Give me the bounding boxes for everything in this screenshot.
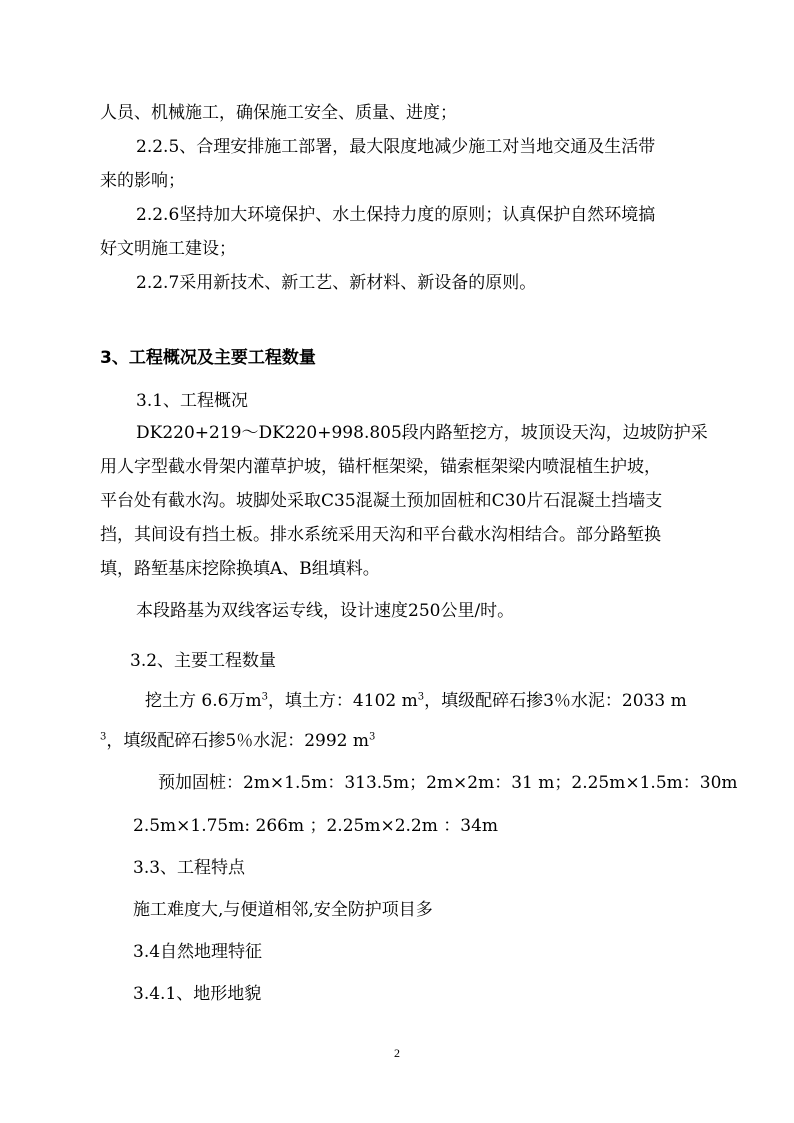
paragraph-line: 用人字型截水骨架内灌草护坡，锚杆框架梁，锚索框架梁内喷混植生护坡， bbox=[100, 457, 661, 477]
piles-line: 2.5m×1.75m: 266m ；2.25m×2.2m ：34m bbox=[133, 816, 499, 836]
paragraph-line: 本段路基为双线客运专线，设计速度250公里/时。 bbox=[136, 601, 515, 621]
paragraph-line: 2.2.7采用新技术、新工艺、新材料、新设备的原则。 bbox=[136, 273, 537, 293]
paragraph-line: DK220+219～DK220+998.805段内路堑挖方，坡顶设天沟，边坡防护采 bbox=[136, 423, 708, 443]
paragraph-line: 人员、机械施工，确保施工安全、质量、进度； bbox=[100, 103, 457, 123]
section-3-3-heading: 3.3、工程特点 bbox=[133, 858, 246, 878]
fill-text: ，填土方：4102 m bbox=[267, 691, 418, 711]
quantities-line bbox=[145, 690, 687, 712]
section-3-4-1-heading: 3.4.1、地形地貌 bbox=[133, 984, 262, 1004]
superscript-3: 3 bbox=[417, 691, 425, 703]
excavation-text: 挖土方 6.6万m bbox=[145, 691, 262, 711]
paragraph-line: 挡，其间设有挡土板。排水系统采用天沟和平台截水沟相结合。部分路堑换 bbox=[100, 525, 661, 545]
paragraph-line: 2.2.6坚持加大环境保护、水土保持力度的原则；认真保护自然环境搞 bbox=[136, 205, 656, 225]
paragraph-line: 2.2.5、合理安排施工部署，最大限度地减少施工对当地交通及生活带 bbox=[136, 137, 656, 157]
paragraph-line: 平台处有截水沟。坡脚处采取C35混凝土预加固桩和C30片石混凝土挡墙支 bbox=[100, 491, 663, 511]
section-3-4-heading: 3.4自然地理特征 bbox=[133, 942, 263, 962]
paragraph-line: 来的影响； bbox=[100, 171, 185, 191]
superscript-3: 3 bbox=[261, 691, 268, 703]
page-number: 2 bbox=[394, 1046, 400, 1060]
quantities-line bbox=[100, 730, 375, 752]
paragraph-line: 好文明施工建设； bbox=[100, 239, 236, 259]
paragraph-line: 填，路堑基床挖除换填A、B组填料。 bbox=[100, 559, 380, 579]
section-3-2-heading: 3.2、主要工程数量 bbox=[130, 651, 277, 671]
cement-5-text: ，填级配碎石掺5％水泥：2992 m bbox=[106, 731, 369, 751]
section-3-1-heading: 3.1、工程概况 bbox=[136, 391, 249, 411]
cement-3-text: ，填级配碎石掺3％水泥：2033 m bbox=[424, 691, 687, 711]
superscript-3: 3 bbox=[368, 731, 376, 743]
section-3-heading: 3、工程概况及主要工程数量 bbox=[100, 348, 316, 368]
paragraph-line: 施工难度大,与便道相邻,安全防护项目多 bbox=[133, 900, 433, 920]
superscript-3: 3 bbox=[100, 731, 107, 743]
piles-line: 预加固桩：2m×1.5m：313.5m；2m×2m：31 m；2.25m×1.5m：30m bbox=[158, 773, 738, 793]
